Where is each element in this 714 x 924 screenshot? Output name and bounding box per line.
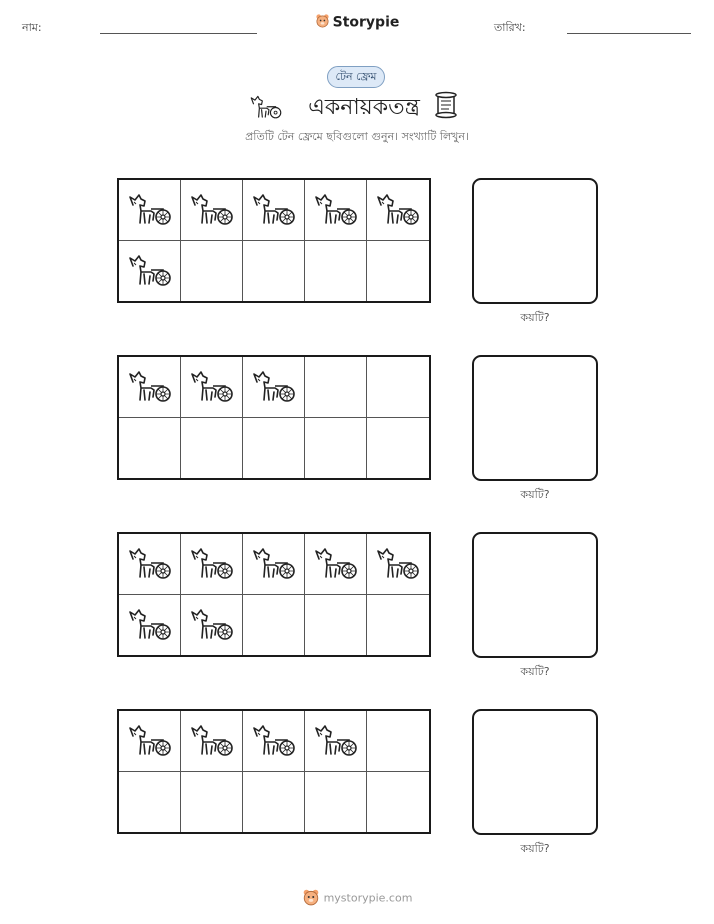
ten-frame xyxy=(117,178,431,303)
storypie-bear-icon xyxy=(302,888,320,909)
horse-chariot-icon xyxy=(251,366,297,408)
answer-prompt: কয়টি? xyxy=(520,311,550,324)
ten-frame-cell xyxy=(243,357,305,418)
answer-prompt: কয়টি? xyxy=(520,842,550,855)
ten-frame-cell xyxy=(181,418,243,479)
horse-chariot-icon xyxy=(127,604,173,646)
ten-frame-cell xyxy=(181,180,243,241)
storypie-bear-icon xyxy=(315,13,330,32)
ten-frame-cell xyxy=(305,772,367,833)
ten-frame-cell xyxy=(181,772,243,833)
ten-frame-cell xyxy=(305,418,367,479)
ten-frame-cell xyxy=(243,180,305,241)
horse-chariot-icon xyxy=(189,543,235,585)
scroll-icon xyxy=(433,91,459,123)
horse-chariot-icon xyxy=(313,720,359,762)
ten-frame-cell xyxy=(119,241,181,302)
horse-chariot-icon xyxy=(375,189,421,231)
name-label: নাম: xyxy=(22,21,42,34)
ten-frame-cell xyxy=(181,357,243,418)
ten-frame-cell xyxy=(367,772,429,833)
horse-chariot-icon xyxy=(189,720,235,762)
horse-chariot-icon xyxy=(189,189,235,231)
ten-frame-cell xyxy=(119,418,181,479)
ten-frame-badge: টেন ফ্রেম xyxy=(327,66,385,88)
horse-chariot-icon xyxy=(251,543,297,585)
horse-chariot-icon xyxy=(189,604,235,646)
horse-chariot-icon xyxy=(249,92,283,124)
horse-chariot-icon xyxy=(127,189,173,231)
ten-frame-cell xyxy=(367,241,429,302)
horse-chariot-icon xyxy=(375,543,421,585)
ten-frame-cell xyxy=(243,241,305,302)
ten-frame-cell xyxy=(181,711,243,772)
ten-frame-cell xyxy=(243,595,305,656)
ten-frame-cell xyxy=(243,711,305,772)
ten-frame-cell xyxy=(367,357,429,418)
ten-frame xyxy=(117,532,431,657)
ten-frame-cell xyxy=(305,595,367,656)
brand-name: Storypie xyxy=(332,14,400,31)
ten-frame-cell xyxy=(119,711,181,772)
ten-frame-cell xyxy=(243,534,305,595)
horse-chariot-icon xyxy=(127,720,173,762)
ten-frame-cell xyxy=(305,711,367,772)
ten-frame-cell xyxy=(119,180,181,241)
horse-chariot-icon xyxy=(127,543,173,585)
ten-frame-cell xyxy=(181,595,243,656)
horse-chariot-icon xyxy=(189,366,235,408)
ten-frame-cell xyxy=(119,357,181,418)
page-title: একনায়কতন্ত্র xyxy=(308,95,420,120)
ten-frame-cell xyxy=(305,180,367,241)
ten-frame-cell xyxy=(367,418,429,479)
answer-box[interactable] xyxy=(472,355,598,481)
footer-url: mystorypie.com xyxy=(323,891,413,905)
ten-frame xyxy=(117,709,431,834)
ten-frame-cell xyxy=(305,241,367,302)
horse-chariot-icon xyxy=(127,250,173,292)
ten-frame-cell xyxy=(181,241,243,302)
name-line[interactable] xyxy=(100,33,257,34)
brand-header xyxy=(0,13,714,32)
horse-chariot-icon xyxy=(251,189,297,231)
answer-prompt: কয়টি? xyxy=(520,665,550,678)
horse-chariot-icon xyxy=(313,543,359,585)
ten-frame-cell xyxy=(243,772,305,833)
ten-frame-cell xyxy=(181,534,243,595)
ten-frame-cell xyxy=(305,534,367,595)
ten-frame-cell xyxy=(119,534,181,595)
ten-frame-cell xyxy=(119,772,181,833)
footer xyxy=(0,888,714,909)
ten-frame-cell xyxy=(305,357,367,418)
date-line[interactable] xyxy=(567,33,691,34)
instructions: প্রতিটি টেন ফ্রেমে ছবিগুলো গুনুন। সংখ্যাটি লিখুন। xyxy=(245,130,469,143)
ten-frame-cell xyxy=(367,595,429,656)
answer-box[interactable] xyxy=(472,709,598,835)
ten-frame-cell xyxy=(367,180,429,241)
ten-frame-cell xyxy=(367,534,429,595)
ten-frame-cell xyxy=(119,595,181,656)
ten-frame-cell xyxy=(243,418,305,479)
horse-chariot-icon xyxy=(251,720,297,762)
date-label: তারিখ: xyxy=(494,21,526,34)
horse-chariot-icon xyxy=(127,366,173,408)
horse-chariot-icon xyxy=(313,189,359,231)
ten-frame-cell xyxy=(367,711,429,772)
answer-prompt: কয়টি? xyxy=(520,488,550,501)
answer-box[interactable] xyxy=(472,178,598,304)
ten-frame xyxy=(117,355,431,480)
answer-box[interactable] xyxy=(472,532,598,658)
